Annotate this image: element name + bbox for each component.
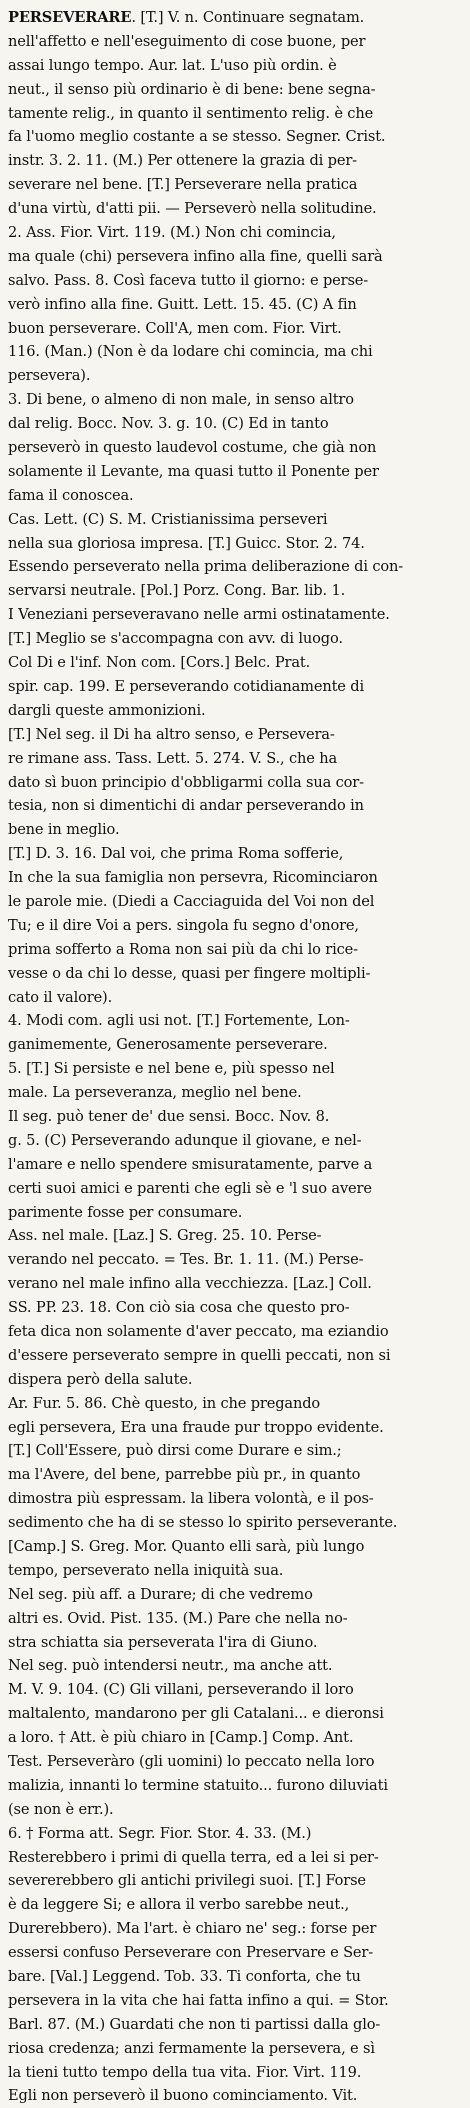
headword: PERSEVERARE <box>8 9 132 26</box>
entry-line: re rimane ass. Tass. Lett. 5. 274. V. S., che ha <box>8 749 338 767</box>
entry-line: Egli non perseverò il buono cominciamento. Vit. <box>8 2087 358 2105</box>
entry-line: g. 5. (C) Perseverando adunque il giovane, e nel- <box>8 1131 362 1149</box>
entry-line: maltalento, mandarono per gli Catalani... e dieronsi <box>8 1705 384 1723</box>
entry-line: ma quale (chi) persevera infino alla fine, quelli sarà <box>8 247 383 265</box>
entry-line: severerebbero gli antichi privilegi suoi. [T.] Forse <box>8 1872 366 1890</box>
entry-line: vesse o da chi lo desse, quasi per fingere moltipli- <box>8 964 371 982</box>
entry-line: In che la sua famiglia non persevra, Ricominciaron <box>8 869 378 887</box>
entry-line: bene in meglio. <box>8 821 120 839</box>
entry-line: certi suoi amici e parenti che egli sè e 'l suo avere <box>8 1179 372 1197</box>
entry-line: [T.] Meglio se s'accompagna con avv. di luogo. <box>8 630 343 648</box>
entry-line: buon perseverare. Coll'A, men com. Fior. Virt. <box>8 319 342 337</box>
entry-line: neut., il senso più ordinario è di bene: bene segna- <box>8 80 376 98</box>
entry-line: Durerebbero). Ma l'art. è chiaro ne' seg.: forse per <box>8 1920 377 1938</box>
entry-line: nella sua gloriosa impresa. [T.] Guicc. Stor. 2. 74. <box>8 534 365 552</box>
entry-line: dimostra più espressam. la libera volontà, e il pos- <box>8 1490 374 1508</box>
entry-line: tempo, perseverato nella iniquità sua. <box>8 1561 284 1579</box>
entry-line: nell'affetto e nell'eseguimento di cose buone, per <box>8 32 366 50</box>
dictionary-entry-perseverare <box>8 6 464 2108</box>
entry-line: è da leggere Si; e allora il verbo sarebbe neut., <box>8 1896 350 1914</box>
entry-line: la tieni tutto tempo della tua vita. Fior. Virt. 119. <box>8 2063 362 2081</box>
entry-line: fama il conoscea. <box>8 486 134 504</box>
entry-line: [T.] Nel seg. il Di ha altro senso, e Persevera- <box>8 725 335 743</box>
entry-line: 2. Ass. Fior. Virt. 119. (M.) Non chi comincia, <box>8 224 336 242</box>
entry-line <box>8 6 464 30</box>
entry-line: 116. (Man.) (Non è da lodare chi comincia, ma chi <box>8 343 373 361</box>
entry-line: assai lungo tempo. Aur. lat. L'uso più ordin. è <box>8 56 337 74</box>
entry-line: Test. Perseveràro (gli uomini) lo peccato nella loro <box>8 1753 375 1771</box>
entry-line: Essendo perseverato nella prima deliberazione di con- <box>8 558 404 576</box>
entry-line: Ass. nel male. [Laz.] S. Greg. 25. 10. Perse- <box>8 1227 322 1245</box>
entry-line: dispera però della salute. <box>8 1370 193 1388</box>
entry-line: Tu; e il dire Voi a pers. singola fu segno d'onore, <box>8 916 359 934</box>
entry-line: (se non è err.). <box>8 1800 114 1818</box>
entry-line: stra schiatta sia perseverata l'ira di Giuno. <box>8 1633 318 1651</box>
entry-line: verando nel peccato. = Tes. Br. 1. 11. (M.) Perse- <box>8 1251 364 1269</box>
entry-line: verò infino alla fine. Guitt. Lett. 15. 45. (C) A fin <box>8 295 357 313</box>
entry-line: salvo. Pass. 8. Così faceva tutto il giorno: e perse- <box>8 271 369 289</box>
entry-line: altri es. Ovid. Pist. 135. (M.) Pare che nella no- <box>8 1609 348 1627</box>
entry-line: severare nel bene. [T.] Perseverare nella pratica <box>8 176 358 194</box>
entry-line: tesia, non si dimentichi di andar perseverando in <box>8 797 364 815</box>
entry-line: feta dica non solamente d'aver peccato, ma eziandio <box>8 1322 389 1340</box>
entry-line: d'essere perseverato sempre in quelli peccati, non si <box>8 1346 391 1364</box>
entry-line: essersi confuso Perseverare con Preservare e Ser- <box>8 1944 374 1962</box>
entry-line: le parole mie. (Diedi a Cacciaguida del Voi non del <box>8 892 375 910</box>
entry-line: Resterebbero i primi di quella terra, ed a lei si per- <box>8 1848 379 1866</box>
entry-line: 3. Di bene, o almeno di non male, in senso altro <box>8 391 354 409</box>
entry-line: ma l'Avere, del bene, parrebbe più pr., in quanto <box>8 1466 361 1484</box>
entry-line: a loro. † Att. è più chiaro in [Camp.] Comp. Ant. <box>8 1729 354 1747</box>
entry-line: Nel seg. può intendersi neutr., ma anche att. <box>8 1657 333 1675</box>
entry-line: SS. PP. 23. 18. Con ciò sia cosa che questo pro- <box>8 1299 350 1317</box>
entry-line: ganimemente, Generosamente perseverare. <box>8 1036 328 1054</box>
entry-line: Cas. Lett. (C) S. M. Cristianissima perseveri <box>8 510 328 528</box>
entry-line: male. La perseveranza, meglio nel bene. <box>8 1084 302 1102</box>
entry-line: riosa credenza; anzi fermamente la persevera, e sì <box>8 2039 375 2057</box>
entry-line: l'amare e nello spendere smisuratamente, parve a <box>8 1155 373 1173</box>
entry-line: d'una virtù, d'atti pii. — Perseverò nella solitudine. <box>8 200 377 218</box>
entry-line: cato il valore). <box>8 988 113 1006</box>
entry-line: Barl. 87. (M.) Guardati che non ti partissi dalla glo- <box>8 2015 381 2033</box>
entry-line: 5. [T.] Si persiste e nel bene e, più spesso nel <box>8 1060 335 1078</box>
entry-line: parimente fosse per consumare. <box>8 1203 243 1221</box>
entry-line: verano nel male infino alla vecchiezza. [Laz.] Coll. <box>8 1275 372 1293</box>
entry-line: spir. cap. 199. E perseverando cotidianamente di <box>8 677 364 695</box>
entry-line: persevera). <box>8 367 91 385</box>
entry-line: prima sofferto a Roma non sai più da chi lo rice- <box>8 940 358 958</box>
entry-line: egli persevera, Era una fraude pur troppo evidente. <box>8 1418 384 1436</box>
headword-definition: . [T.] V. n. Continuare segnatam. <box>131 9 365 26</box>
entry-line: solamente il Levante, ma quasi tutto il Ponente per <box>8 462 379 480</box>
entry-line: Col Di e l'inf. Non com. [Cors.] Belc. Prat. <box>8 654 311 672</box>
entry-line: persevera in la vita che hai fatta infino a qui. = Stor. <box>8 1991 389 2009</box>
entry-line: Ar. Fur. 5. 86. Chè questo, in che pregando <box>8 1394 321 1412</box>
entry-line: servarsi neutrale. [Pol.] Porz. Cong. Bar. lib. 1. <box>8 582 346 600</box>
entry-line: fa l'uomo meglio costante a se stesso. Segner. Crist. <box>8 128 386 146</box>
entry-line: I Veneziani perseveravano nelle armi ostinatamente. <box>8 606 390 624</box>
entry-line: malizia, innanti lo termine statuito... furono diluviati <box>8 1776 388 1794</box>
entry-line: [T.] D. 3. 16. Dal voi, che prima Roma sofferie, <box>8 845 344 863</box>
entry-line: Nel seg. più aff. a Durare; di che vedremo <box>8 1585 313 1603</box>
entry-line: instr. 3. 2. 11. (M.) Per ottenere la grazia di per- <box>8 152 357 170</box>
entry-line: 6. † Forma att. Segr. Fior. Stor. 4. 33. (M.) <box>8 1824 312 1842</box>
entry-line: perseverò in questo laudevol costume, che già non <box>8 439 377 457</box>
entry-line: bare. [Val.] Leggend. Tob. 33. Ti conforta, che tu <box>8 1968 361 1986</box>
entry-line: 4. Modi com. agli usi not. [T.] Fortemente, Lon- <box>8 1012 350 1030</box>
entry-line: dal relig. Bocc. Nov. 3. g. 10. (C) Ed in tanto <box>8 415 329 433</box>
entry-line: [T.] Coll'Essere, può dirsi come Durare e sim.; <box>8 1442 342 1460</box>
entry-line: sedimento che ha di se stesso lo spirito perseverante. <box>8 1514 398 1532</box>
entry-line: dargli queste ammonizioni. <box>8 701 206 719</box>
entry-line: tamente relig., in quanto il sentimento relig. è che <box>8 104 374 122</box>
entry-line: Il seg. può tener de' due sensi. Bocc. Nov. 8. <box>8 1107 330 1125</box>
entry-line: M. V. 9. 104. (C) Gli villani, perseverando il loro <box>8 1681 354 1699</box>
entry-line: dato sì buon principio d'obbligarmi colla sua cor- <box>8 773 364 791</box>
entry-line: [Camp.] S. Greg. Mor. Quanto elli sarà, più lungo <box>8 1538 365 1555</box>
